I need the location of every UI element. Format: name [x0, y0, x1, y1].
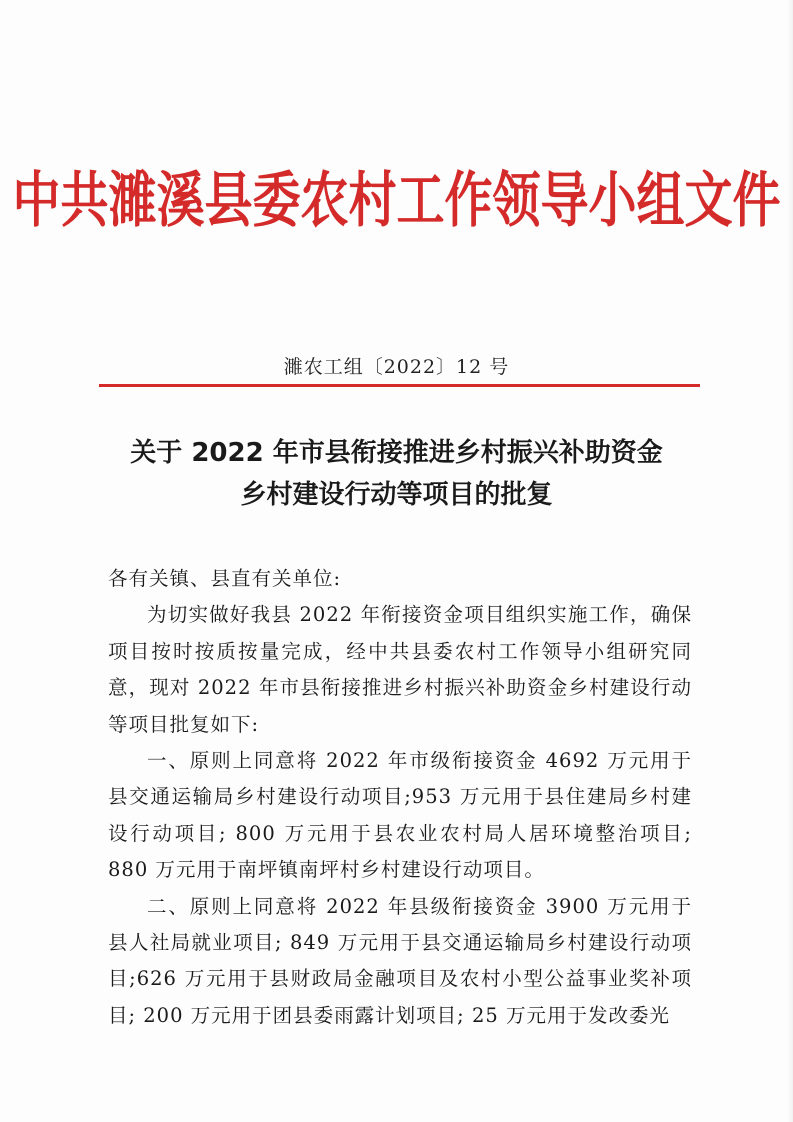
document-title-line-2: 乡村建设行动等项目的批复	[240, 480, 553, 510]
document-body	[108, 561, 692, 1034]
document-title-line-1: 关于 2022 年市县衔接推进乡村振兴补助资金	[130, 438, 663, 468]
red-divider-line	[99, 384, 700, 387]
issuer-header-title: 中共濉溪县委农村工作领导小组文件	[12, 165, 781, 236]
body-paragraph-item-2: 二、原则上同意将 2022 年县级衔接资金 3900 万元用于县人社局就业项目; 849 万元用于县交通运输局乡村建设行动项目;626 万元用于县财政局金融项目及农村小型公益事业奖补项目; 200 万元用于团县委雨露计划项目; 25 万元用于发改委光	[108, 894, 692, 1027]
scan-edge-shadow	[787, 0, 793, 1122]
body-paragraph-intro: 为切实做好我县 2022 年衔接资金项目组织实施工作，确保项目按时按质按量完成，经中共县委农村工作领导小组研究同意，现对 2022 年市县衔接推进乡村振兴补助资金乡村建设行动等项目批复如下:	[108, 603, 692, 736]
document-title	[0, 432, 793, 516]
body-paragraph-item-1: 一、原则上同意将 2022 年市级衔接资金 4692 万元用于县交通运输局乡村建设行动项目;953 万元用于县住建局乡村建设行动项目; 800 万元用于县农业农村局人居环境整治项目; 880 万元用于南坪镇南坪村乡村建设行动项目。	[108, 749, 692, 882]
salutation: 各有关镇、县直有关单位:	[108, 567, 342, 590]
document-number: 濉农工组〔2022〕12 号	[283, 356, 510, 378]
